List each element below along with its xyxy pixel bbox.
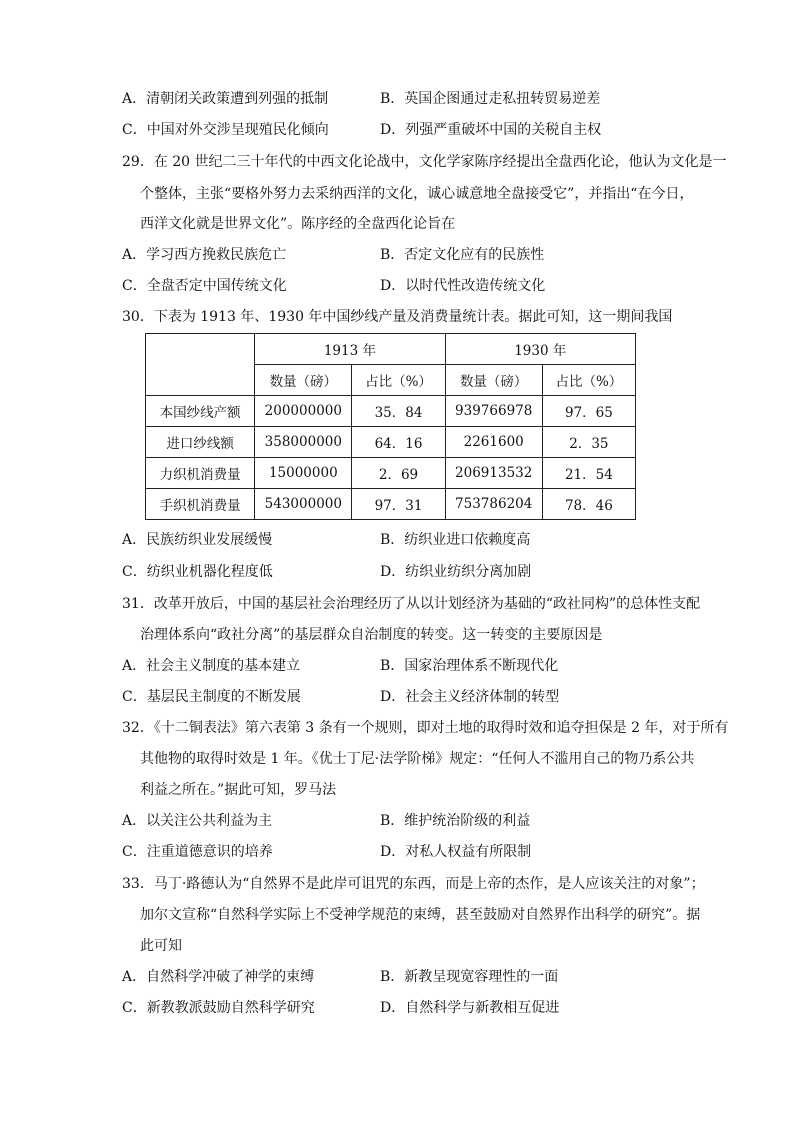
q30-option-b: B．纺织业进口依赖度高 [380, 532, 531, 548]
q32-option-a: A．以关注公共利益为主 [122, 813, 273, 829]
table-row-label: 进口纱线额 [146, 427, 255, 458]
table-row [146, 427, 636, 458]
q29-stem-line-3: 西洋文化就是世界文化”。陈序经的全盘西化论旨在 [140, 216, 456, 232]
q31-stem-line-1: 31．改革开放后，中国的基层社会治理经历了从以计划经济为基础的“政社同构”的总体性支配 [122, 596, 701, 612]
q33-option-c: C．新教教派鼓励自然科学研究 [122, 1000, 315, 1016]
q32-stem-line-3: 利益之所在。”据此可知，罗马法 [140, 782, 337, 798]
q31-option-a: A．社会主义制度的基本建立 [122, 658, 301, 674]
q31-option-c: C．基层民主制度的不断发展 [122, 689, 301, 705]
option-c: C．中国对外交涉呈现殖民化倾向 [122, 122, 329, 138]
table-row-label: 手织机消费量 [146, 489, 255, 520]
table-cell: 358000000 [255, 427, 352, 458]
yarn-statistics-table [145, 333, 636, 520]
table-subheader: 占比（%） [352, 365, 445, 396]
q30-option-c: C．纺织业机器化程度低 [122, 564, 273, 580]
table-cell: 2．35 [542, 427, 635, 458]
option-a: A．清朝闭关政策遭到列强的抵制 [122, 91, 329, 107]
q32-option-c: C．注重道德意识的培养 [122, 844, 273, 860]
table-year-header: 1913 年 [255, 334, 445, 365]
table-subheader: 占比（%） [542, 365, 635, 396]
table-cell: 543000000 [255, 489, 352, 520]
table-row [146, 489, 636, 520]
table-corner-cell [146, 334, 255, 396]
table-row-label: 本国纱线产额 [146, 396, 255, 427]
q29-option-b: B．否定文化应有的民族性 [380, 247, 545, 263]
table-cell: 15000000 [255, 458, 352, 489]
option-b: B．英国企图通过走私扭转贸易逆差 [380, 91, 601, 107]
table-year-header: 1930 年 [445, 334, 635, 365]
table-cell: 78．46 [542, 489, 635, 520]
q29-stem-line-2: 个整体，主张“要格外努力去采纳西洋的文化，诚心诚意地全盘接受它”，并指出“在今日， [140, 186, 694, 202]
table-cell: 206913532 [445, 458, 542, 489]
table-cell: 64．16 [352, 427, 445, 458]
q33-stem-line-2: 加尔文宣称“自然科学实际上不受神学规范的束缚，甚至鼓励对自然界作出科学的研究”。据 [140, 907, 701, 923]
q33-option-a: A．自然科学冲破了神学的束缚 [122, 969, 315, 985]
table-cell: 200000000 [255, 396, 352, 427]
q29-stem-line-1: 29．在 20 世纪二三十年代的中西文化论战中，文化学家陈序经提出全盘西化论，他认为文化是一 [122, 154, 727, 170]
table-cell: 939766978 [445, 396, 542, 427]
table-cell: 97．65 [542, 396, 635, 427]
table-cell: 753786204 [445, 489, 542, 520]
table-subheader: 数量（磅） [255, 365, 352, 396]
q32-stem-line-2: 其他物的取得时效是 1 年。《优士丁尼·法学阶梯》规定：“任何人不滥用自己的物乃系公共 [140, 751, 695, 767]
table-row-label: 力织机消费量 [146, 458, 255, 489]
q33-stem-line-3: 此可知 [140, 938, 182, 954]
table-row [146, 458, 636, 489]
table-cell: 2．69 [352, 458, 445, 489]
table-row [146, 396, 636, 427]
q32-option-b: B．维护统治阶级的利益 [380, 813, 531, 829]
q30-option-a: A．民族纺织业发展缓慢 [122, 532, 273, 548]
option-d: D．列强严重破坏中国的关税自主权 [380, 122, 602, 138]
q33-stem-line-1: 33．马丁·路德认为“自然界不是此岸可诅咒的东西，而是上帝的杰作，是人应该关注的对象”； [122, 876, 705, 892]
table-cell: 2261600 [445, 427, 542, 458]
q32-stem-line-1: 32．《十二铜表法》第六表第 3 条有一个规则，即对土地的取得时效和追夺担保是 2 年，对于所有 [122, 720, 729, 736]
q29-option-c: C．全盘否定中国传统文化 [122, 278, 287, 294]
q31-option-d: D．社会主义经济体制的转型 [380, 689, 560, 705]
table-subheader: 数量（磅） [445, 365, 542, 396]
q30-option-d: D．纺织业纺织分离加剧 [380, 564, 532, 580]
q31-stem-line-2: 治理体系向“政社分离”的基层群众自治制度的转变。这一转变的主要原因是 [140, 627, 603, 643]
table-header-row [146, 334, 636, 365]
q33-option-d: D．自然科学与新教相互促进 [380, 1000, 560, 1016]
q32-option-d: D．对私人权益有所限制 [380, 844, 532, 860]
table-cell: 21．54 [542, 458, 635, 489]
q30-stem-line-1: 30．下表为 1913 年、1930 年中国纱线产量及消费量统计表。据此可知，这一期间我国 [122, 309, 673, 325]
q33-option-b: B．新教呈现宽容理性的一面 [380, 969, 559, 985]
table-cell: 97．31 [352, 489, 445, 520]
table-cell: 35．84 [352, 396, 445, 427]
q31-option-b: B．国家治理体系不断现代化 [380, 658, 559, 674]
q29-option-d: D．以时代性改造传统文化 [380, 278, 546, 294]
q29-option-a: A．学习西方挽救民族危亡 [122, 247, 287, 263]
